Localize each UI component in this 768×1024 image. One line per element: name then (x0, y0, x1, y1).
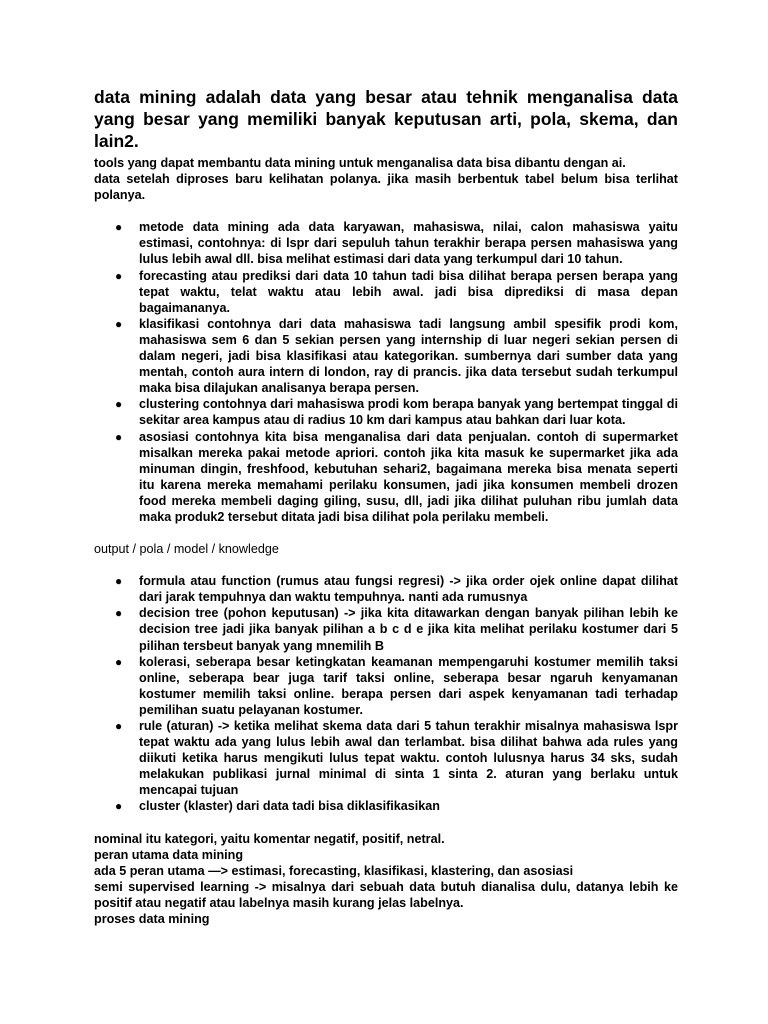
bullet-icon: ● (115, 220, 123, 235)
bullet-icon: ● (115, 574, 123, 589)
closing-line-4: semi supervised learning -> misalnya dari sebuah data butuh dianalisa dulu, datanya lebih ke positif atau negatif atau labelnya masih kurang jelas labelnya. (94, 879, 678, 910)
intro-line-2: data setelah diproses baru kelihatan polanya. jika masih berbentuk tabel belum bisa terlihat polanya. (94, 172, 678, 203)
list-item (94, 268, 678, 316)
list-item (94, 654, 678, 718)
intro-line-1: tools yang dapat membantu data mining untuk menganalisa data bisa dibantu dengan ai. (94, 156, 626, 170)
spacer (94, 815, 678, 831)
list-item (94, 718, 678, 798)
list-item (94, 219, 678, 267)
bullet-icon: ● (115, 397, 123, 412)
list-item-text: formula atau function (rumus atau fungsi regresi) -> jika order ojek online dapat dilihat dari jarak tempuhnya dan waktu tempuhnya. nanti ada rumusnya (139, 574, 678, 605)
list-item-text: decision tree (pohon keputusan) -> jika kita ditawarkan dengan banyak pilihan lebih ke decision tree jadi jika banyak pilihan a b c d e jika kita melihat perilaku kostumer dari 5 pilihan tersbeut banyak yang mnemilih B (139, 606, 678, 653)
list-item (94, 605, 678, 653)
list-item-text: metode data mining ada data karyawan, mahasiswa, nilai, calon mahasiswa yaitu estimasi, contohnya: di lspr dari sepuluh tahun terakhir berapa persen mahasiswa yang lulus lebih awal dll. bisa melihat estimasi dari data yang terkumpul dari 10 tahun. (139, 220, 678, 267)
list-item (94, 396, 678, 428)
list-item (94, 573, 678, 605)
methods-list (94, 219, 678, 525)
list-item-text: rule (aturan) -> ketika melihat skema data dari 5 tahun terakhir misalnya mahasiswa lspr tepat waktu ada yang lulus lebih awal dan terlambat. bisa dilihat bahwa ada rules yang diikuti ketika harus mengikuti lulus tepat waktu. contoh lulusnya harus 34 sks, sudah melakukan publikasi jurnal minimal di sinta 1 sinta 2. aturan yang berlaku untuk mencapai tujuan (139, 719, 678, 798)
bullet-icon: ● (115, 799, 123, 814)
closing-line-2: peran utama data mining (94, 847, 244, 862)
bullet-icon: ● (115, 268, 123, 283)
section-heading-output: output / pola / model / knowledge (94, 542, 279, 557)
closing-line-1: nominal itu kategori, yaitu komentar negatif, positif, netral. (94, 831, 445, 846)
bullet-icon: ● (115, 429, 123, 444)
list-item (94, 429, 678, 526)
bullet-icon: ● (115, 654, 123, 669)
list-item-text: cluster (klaster) dari data tadi bisa diklasifikasikan (139, 799, 440, 814)
document-title: data mining adalah data yang besar atau tehnik menganalisa data yang besar yang memiliki banyak keputusan arti, pola, skema, dan lain2. (94, 87, 678, 151)
bullet-icon: ● (115, 606, 123, 621)
list-item-text: clustering contohnya dari mahasiswa prodi kom berapa banyak yang bertempat tinggal di sekitar area kampus atau di radius 10 km dari kampus atau bahkan dari luar kota. (139, 397, 678, 428)
bullet-icon: ● (115, 719, 123, 733)
list-item-text: asosiasi contohnya kita bisa menganalisa dari data penjualan. contoh di supermarket misalkan mereka pakai metode apriori. contoh jika kita masuk ke supermarket jika ada minuman dingin, freshfood, kebutuhan sehari2, bagaimana mereka bisa menata seperti itu karena mereka memahami perilaku konsumen, jadi jika konsumen membeli drozen food mereka membeli daging giling, susu, dll, jadi jika dilihat puluhan ribu jumlah data maka produk2 tersebut ditata jadi bisa dilihat pola perilaku membeli. (139, 429, 678, 524)
closing-line-3: ada 5 peran utama —> estimasi, forecasting, klasifikasi, klastering, dan asosiasi (94, 863, 574, 878)
list-item (94, 316, 678, 396)
spacer (94, 203, 678, 219)
list-item-text: kolerasi, seberapa besar ketingkatan keamanan mempengaruhi kostumer memilih taksi online, seberapa bear juga tarif taksi online, seberapa besar ngaruh kenyamanan kostumer memilih taksi online. berapa persen dari aspek kenyamanan tadi terhadap pemilihan suatu pelayanan kostumer. (139, 654, 678, 717)
list-item-text: forecasting atau prediksi dari data 10 tahun tadi bisa dilihat berapa persen berapa yang tepat waktu, telat waktu atau lebih awal. jadi bisa diprediksi di masa depan bagaimananya. (139, 268, 678, 315)
list-item (94, 798, 678, 814)
spacer (94, 557, 678, 573)
bullet-icon: ● (115, 316, 123, 331)
spacer (94, 525, 678, 541)
list-item-text: klasifikasi contohnya dari data mahasiswa tadi langsung ambil spesifik prodi kom, mahasiswa sem 6 dan 5 sekian persen yang internship di luar negeri sekian persen di dalam negeri, jadi bisa klasifikasi atau kategorikan. sumbernya dari sumber data yang mentah, contoh aura intern di london, ray di prancis. jika data tersebut sudah terkumpul maka bisa dilajukan analisanya berapa persen. (139, 316, 678, 396)
closing-line-5: proses data mining (94, 912, 210, 927)
output-list (94, 573, 678, 814)
